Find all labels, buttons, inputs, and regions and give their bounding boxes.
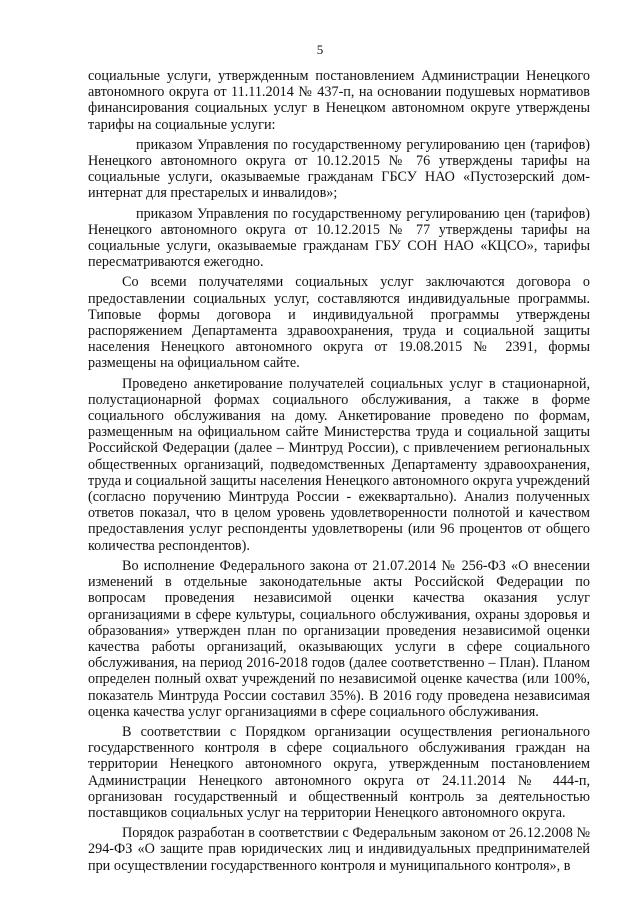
paragraph-survey: Проведено анкетирование получателей социальных услуг в стационарной, полустационарной формах социального обслуживания, а также в форме социального обслуживания на дому. Анкетирование проведено по формам, размещенным на официальном сайте Министерства труда и социальной защиты Российской Федерации (далее – Минтруд России), с привлечением региональных общественных организаций, подведомственных Департаменту здравоохранения, труда и социальной защиты населения Ненецкого автономного округа учреждений (согласно поручению Минтруда России - ежеквартально). Анализ полученных ответов показал, что в целом уровень удовлетворенности полнотой и качеством предоставления услуг респонденты удовлетворены (или 96 процентов от общего количества респондентов). xyxy=(88,375,590,554)
paragraph-tariffs-intro: социальные услуги, утвержденным постановлением Администрации Ненецкого автономного округа от 11.11.2014 № 437-п, на основании подушевых нормативов финансирования социальных услуг в Ненецком автономном округе утверждены тарифы на социальные услуги: xyxy=(88,68,590,133)
page-number: 5 xyxy=(316,42,324,57)
paragraph-federal-law-256: Во исполнение Федерального закона от 21.07.2014 № 256-ФЗ «О внесении изменений в отдельные законодательные акты Российской Федерации по вопросам проведения независимой оценки качества оказания услуг организациями в сфере культуры, социального обслуживания, охраны здоровья и образования» утвержден план по организации проведения независимой оценки качества работы организаций, оказывающих услуги в сфере социального обслуживания, на период 2016-2018 годов (далее соответственно – План). Планом определен полный охват учреждений по независимой оценке качества (или 100%, показатель Минтруда России составил 35%). В 2016 году проведена независимая оценка качества услуг организациями в сфере социального обслуживания. xyxy=(88,557,590,720)
paragraph-contracts: Со всеми получателями социальных услуг заключаются договора о предоставлении социальных услуг, составляются индивидуальные программы. Типовые формы договора и индивидуальной программы утверждены распоряжением Департамента здравоохранения, труда и социальной защиты населения Ненецкого автономного округа от 19.08.2015 № 2391, формы размещены на официальном сайте. xyxy=(88,274,590,372)
paragraph-state-control: В соответствии с Порядком организации осуществления регионального государственного контроля в сфере социального обслуживания граждан на территории Ненецкого автономного округа, утвержденным постановлением Администрации Ненецкого автономного округа от 24.11.2014 № 444-п, организован государственный и общественный контроль за деятельностью поставщиков социальных услуг на территории Ненецкого автономного округа. xyxy=(88,723,590,821)
paragraph-order-76: приказом Управления по государственному регулированию цен (тарифов) Ненецкого автономного округа от 10.12.2015 № 76 утверждены тарифы на социальные услуги, оказываемые гражданам ГБСУ НАО «Пустозерский дом-интернат для престарелых и инвалидов»; xyxy=(88,136,590,202)
paragraph-order-77: приказом Управления по государственному регулированию цен (тарифов) Ненецкого автономного округа от 10.12.2015 № 77 утверждены тарифы на социальные услуги, оказываемые гражданам ГБУ СОН НАО «КЦСО», тарифы пересматриваются ежегодно. xyxy=(88,205,590,271)
document-body xyxy=(88,68,590,874)
paragraph-federal-law-294: Порядок разработан в соответствии с Федеральным законом от 26.12.2008 № 294-ФЗ «О защите прав юридических лиц и индивидуальных предпринимателей при осуществлении государственного контроля и муниципального контроля», в xyxy=(88,825,590,874)
